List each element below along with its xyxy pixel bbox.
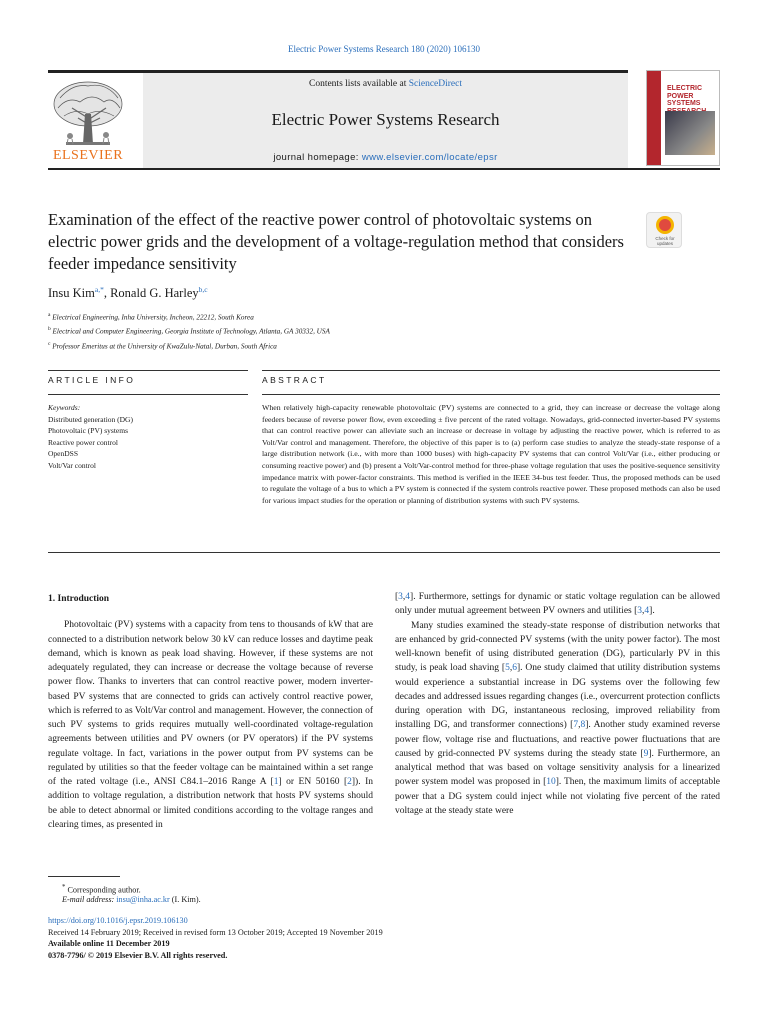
homepage-link[interactable]: www.elsevier.com/locate/epsr (361, 152, 498, 163)
author-affiliation-marker[interactable]: b,c (198, 285, 208, 294)
keyword: Distributed generation (DG) (48, 414, 133, 424)
divider (262, 394, 720, 395)
masthead-bottom-rule (48, 168, 720, 170)
keyword: OpenDSS (48, 449, 79, 458)
author-list: Insu Kim$^{a,*}$, Ronald G. Harley$^{b,c}$ (48, 285, 208, 301)
citation-link[interactable]: 7 (573, 720, 579, 731)
available-online: Available online 11 December 2019 (48, 939, 170, 948)
keywords (48, 402, 228, 471)
citation-link[interactable]: 3 (637, 606, 643, 617)
citation-link[interactable]: 8 (580, 720, 586, 731)
affiliation-line: $^b$ Electrical and Computer Engineering, Georgia Institute of Technology, Atlanta, GA 30332, USA (48, 326, 330, 336)
masthead-banner (143, 73, 628, 168)
footnote-rule (48, 876, 120, 877)
keyword: Photovoltaic (PV) systems (48, 426, 128, 435)
citation-link[interactable]: 9 (643, 748, 649, 759)
journal-name: Electric Power Systems Research (271, 110, 500, 129)
journal-citation[interactable]: Electric Power Systems Research 180 (2020) 106130 (288, 44, 480, 54)
affiliations (48, 309, 330, 352)
abstract-heading: ABSTRACT (262, 375, 327, 385)
email-note: E-mail address: insu@inha.ac.kr (I. Kim). (62, 895, 201, 904)
cover-image (665, 111, 715, 155)
paragraph: Photovoltaic (PV) systems with a capacity from tens to thousands of kW that are connected to a distribution network below 30 kV can reduce losses and daytime peak demand, which is known as peak load shaving. However, if these systems are not adequately regulated, they can increase or decrease the voltage because of reverse power flow. Thanks to inverters that can control reactive power, modern inverter-based PV systems that are connected to grids can actively control reactive power, which is referred to as Volt/Var control and management. However, the connection of such PV systems to grids requires mutually well-coordinated voltage-regulation agreements between utilities and PV owners (or PV operators) if the PV systems regulate voltage. In fact, variations in the power output from PV systems can be regulated by utilities so that the feeder voltage can be maintained within a set range of the rated voltage (i.e., ANSI C84.1–2016 Range A [1] or EN 50160 [2]). In addition to voltage regulation, a distribution network that hosts PV systems should be able to detect abnormal or limited conditions according to the voltage ranges and clearing times, as presented in (48, 620, 373, 830)
article-info-heading: ARTICLE INFO (48, 375, 136, 385)
article-title: Examination of the effect of the reactive power control of photovoltaic systems on electric power grids and the development of a voltage-regulation method that considers feeder impedance sensitivity (48, 210, 624, 273)
paragraph: [3,4]. Furthermore, settings for dynamic or static voltage regulation can be allowed only under mutual agreement between PV owners and utilities [3,4]. (395, 592, 720, 617)
check-for-updates-badge[interactable]: Check for updates (646, 212, 682, 248)
citation-link[interactable]: 5 (505, 663, 510, 674)
citation-link[interactable]: 10 (546, 777, 556, 788)
paragraph: Many studies examined the steady-state response of distribution networks that are enhanced by grid-connected PV systems (with the unity power factor). The most well-known benefit of using distributed generation (DG), particularly PV in this study, is peak load shaving [5,6]. One study claimed that utility distribution systems would experience a substantial increase in DG systems over the following few decades and addressed issues regarding changes (i.e., overcurrent protection conflicts during operation with DG, instantaneous reclosing, improved reliability from installing DG, and transformer connections) [7,8]. Another study examined reverse power flow, voltage rise and fluctuations, and reactive power fluctuations that are caused by grid-connected PV systems during the steady state [9]. Furthermore, an analytical method that was based on voltage sensitivity analysis for a linearized power system model was proposed in [10]. Then, the maximum limits of acceptable power that a DG system could inject while not violating five percent of the rated voltage at the steady state were (395, 620, 721, 816)
citation-link[interactable]: 4 (405, 592, 411, 602)
keyword: Reactive power control (48, 437, 118, 447)
divider (48, 552, 720, 553)
author-affiliation-marker[interactable]: a,* (94, 285, 104, 294)
author-name: Insu Kim (48, 286, 95, 301)
citation-link[interactable]: 4 (644, 606, 650, 617)
copyright-line: 0378-7796/ © 2019 Elsevier B.V. All rights reserved. (48, 950, 228, 960)
cover-band (647, 71, 661, 165)
citation-link[interactable]: 3 (398, 592, 403, 602)
section-heading: 1. Introduction (48, 594, 110, 604)
elsevier-wordmark: ELSEVIER (52, 148, 124, 163)
journal-masthead (48, 70, 720, 170)
divider (262, 370, 720, 371)
citation-link[interactable]: 6 (512, 663, 517, 674)
corresponding-author-note: * Corresponding author. (62, 884, 141, 895)
right-column (395, 590, 720, 818)
left-column (48, 592, 373, 832)
elsevier-logo (48, 78, 128, 166)
contents-available: Contents lists available at ScienceDirect (308, 79, 462, 89)
elsevier-tree-icon (48, 78, 128, 150)
journal-homepage: journal homepage: www.elsevier.com/locate/epsr (273, 152, 498, 163)
author-name: Ronald G. Harley (110, 286, 199, 301)
journal-cover-thumbnail[interactable] (646, 70, 720, 166)
affiliation-line: $^a$ Electrical Engineering, Inha University, Incheon, 22212, South Korea (48, 312, 254, 322)
crossmark-icon (656, 216, 674, 234)
keyword: Volt/Var control (48, 460, 96, 470)
affiliation-line: $^c$ Professor Emeritus at the University of KwaZulu-Natal, Durban, South Africa (48, 340, 277, 351)
article-footer (48, 915, 383, 961)
keywords-label: Keywords: (48, 403, 81, 412)
email-link[interactable]: insu@inha.ac.kr (116, 895, 170, 904)
abstract-text: When relatively high-capacity renewable photovoltaic (PV) systems are connected to a grid, they can increase or decrease the voltage along feeders because of reverse power flow, even exceeding ± five percent of the rated voltage. Nowadays, grid-connected inverter-based PV systems that can control reactive power can alleviate such an increase or decrease in voltage by adjusting the reactive power, which is referred to as Volt/Var control and management. Therefore, the objective of this paper is to (a) perform case studies to analyze the steady-state response of a large distribution network (i.e., with more than 1000 buses) with high-capacity PV systems that can control Volt/Var (i.e., either producing or consuming reactive power) and (b) present a Volt/Var-control method for three-phase voltage regulation that uses the positive-sequence sensitivity impedance matrix with power-factor constraints. This method is verified in the IEEE 34-bus test feeder. Thus, the proposed methods can be used to regulate the voltage of a bus to which a PV system is connected if the system controls reactive power. These proposed methods can also be used for various impact studies for the operation or planning of distribution systems with such PV systems. (262, 403, 720, 505)
doi-link[interactable]: https://doi.org/10.1016/j.epsr.2019.106130 (48, 916, 188, 925)
citation-link[interactable]: 1 (273, 777, 279, 787)
divider (48, 370, 248, 371)
history-dates: Received 14 February 2019; Received in revised form 13 October 2019; Accepted 19 November 2019 (48, 927, 383, 937)
citation-link[interactable]: 2 (347, 777, 352, 787)
cover-title: ELECTRIC POWER SYSTEMS (667, 85, 702, 107)
sciencedirect-link[interactable]: ScienceDirect (408, 79, 462, 89)
divider (48, 394, 248, 395)
